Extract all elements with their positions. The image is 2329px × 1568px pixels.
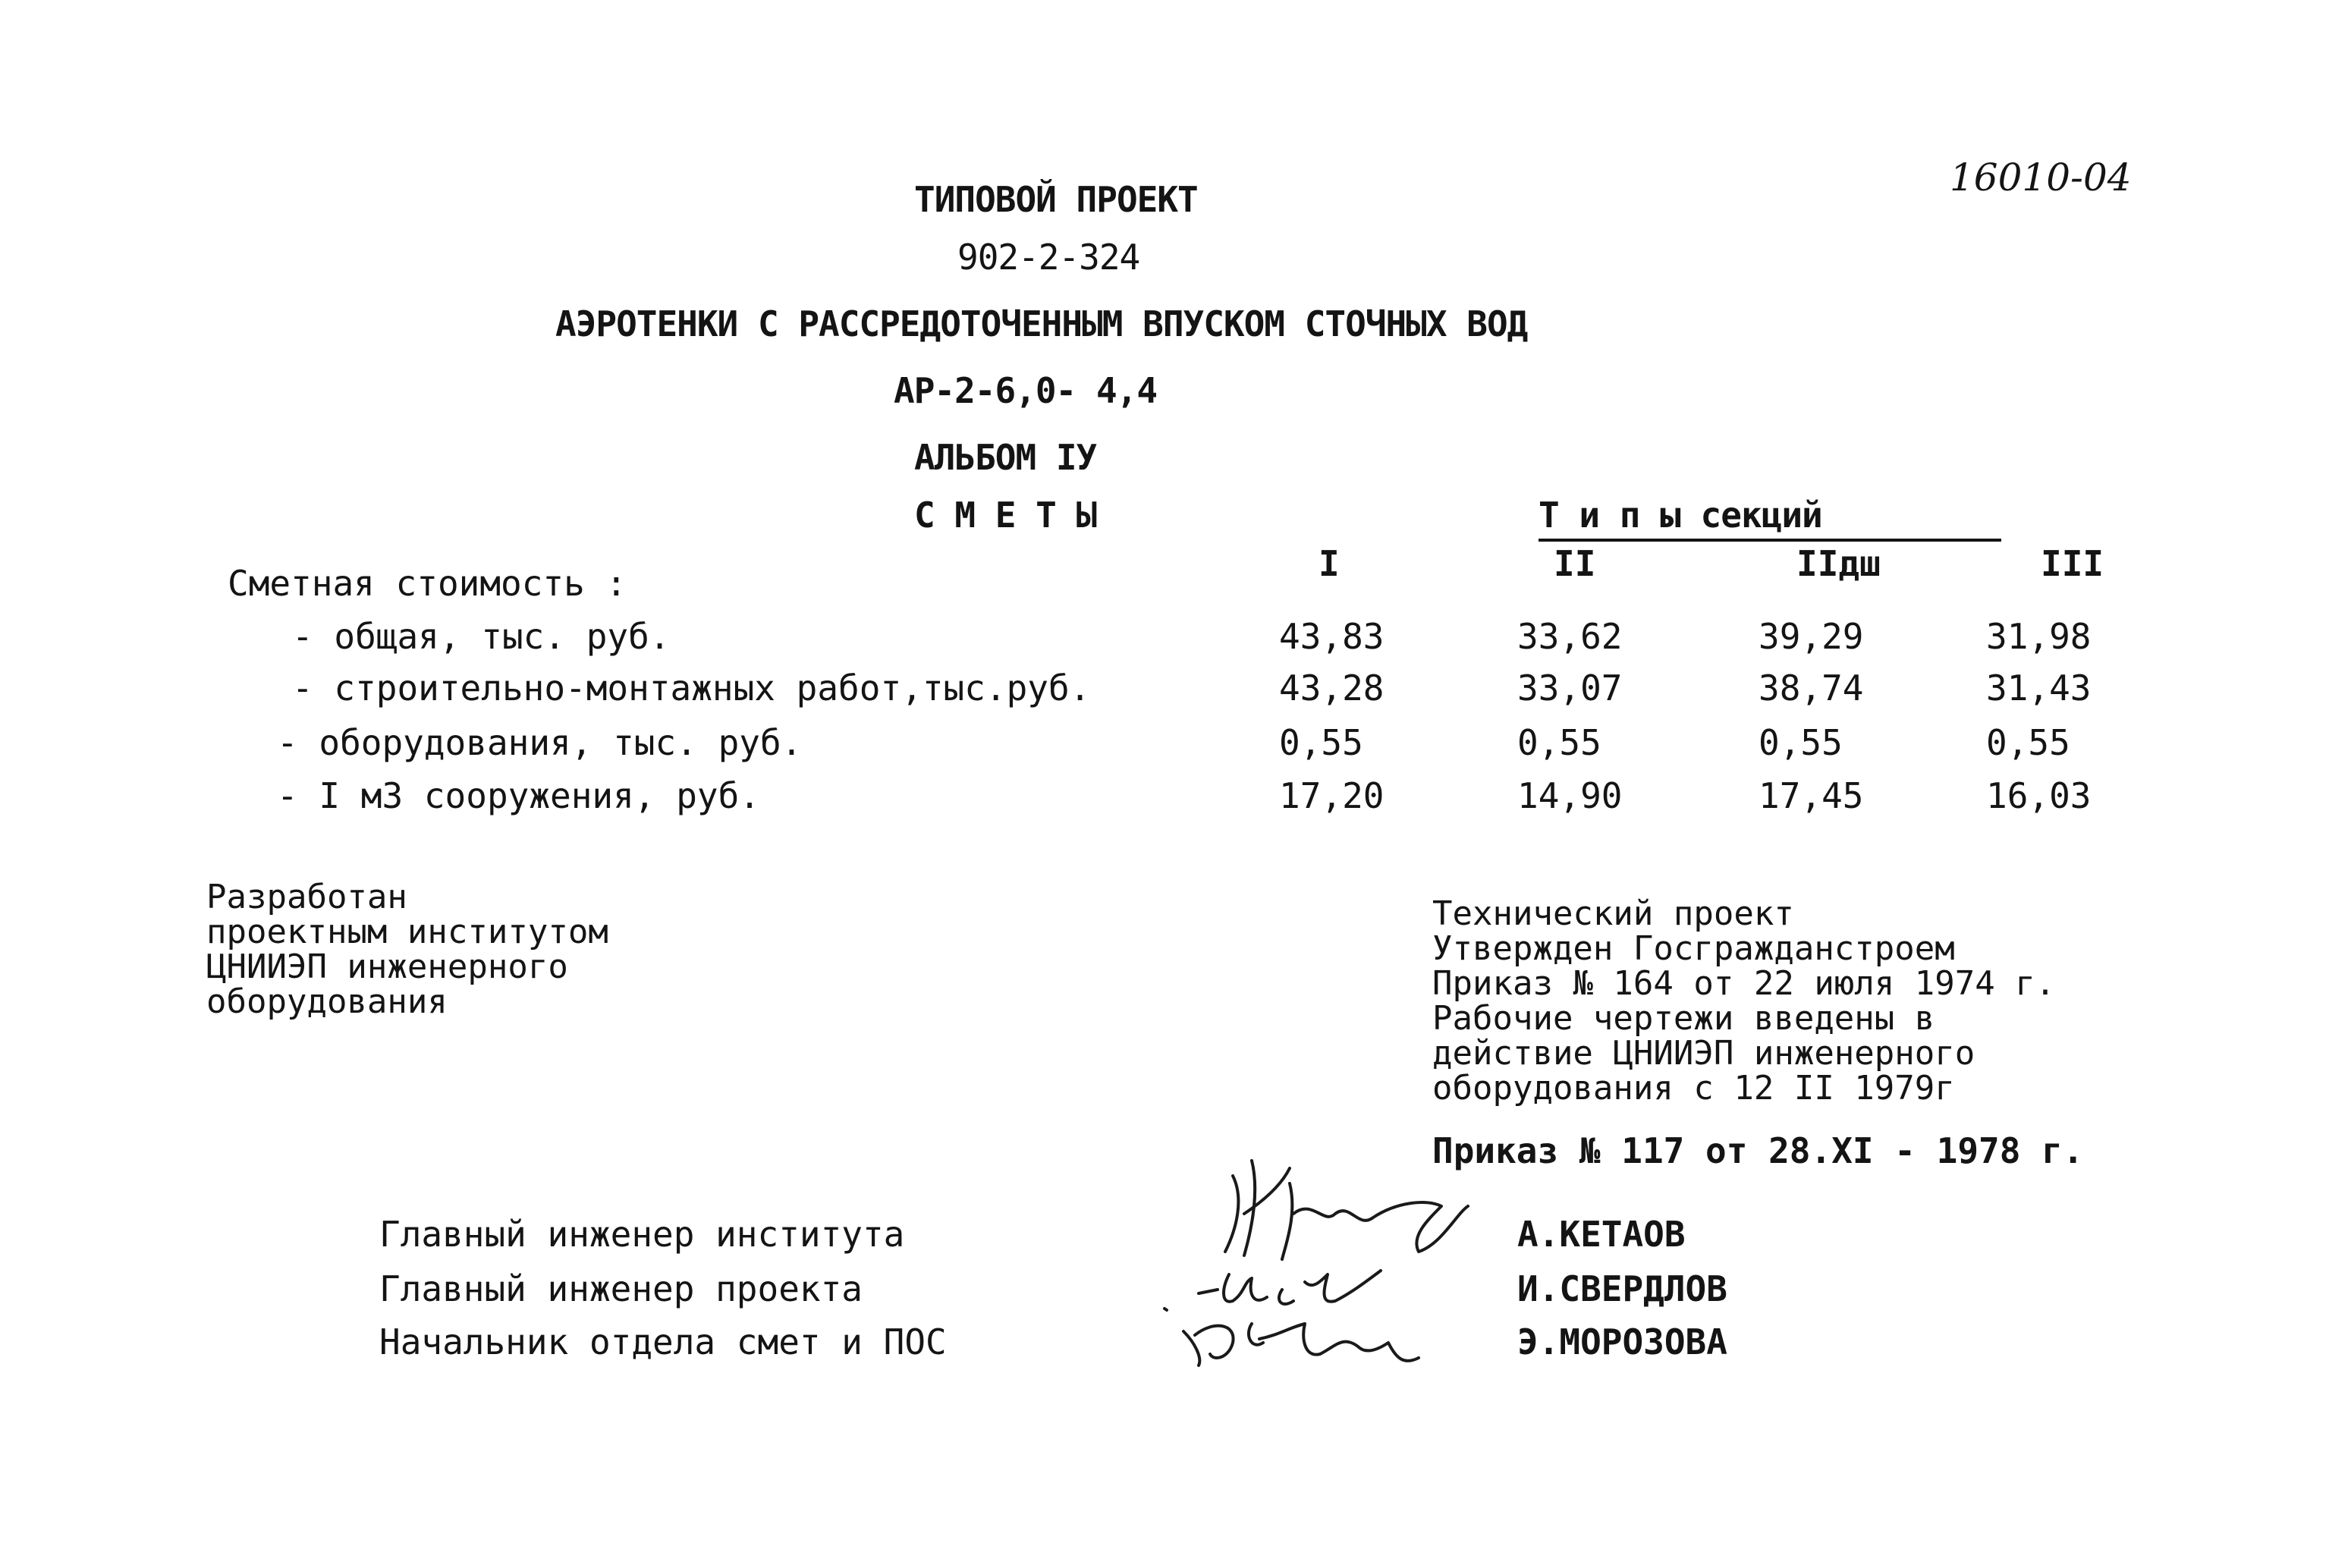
cost-label-header: Сметная стоимость : bbox=[228, 563, 627, 604]
row-label: - общая, тыс. руб. bbox=[292, 616, 671, 657]
cell-value: 39,29 bbox=[1759, 616, 1864, 657]
column-header: IIдш bbox=[1796, 543, 1881, 584]
developed-by-line: ЦНИИЭП инженерного bbox=[206, 947, 568, 986]
project-code: АР-2-6,0- 4,4 bbox=[894, 370, 1158, 411]
cell-value: 16,03 bbox=[1986, 775, 2092, 816]
signature-sverdlov bbox=[1199, 1271, 1381, 1304]
cell-value: 0,55 bbox=[1986, 722, 2070, 763]
approval-line: Технический проект bbox=[1432, 894, 1794, 933]
cell-value: 14,90 bbox=[1517, 775, 1623, 816]
developed-by-line: Разработан bbox=[206, 878, 407, 916]
column-header: III bbox=[2041, 543, 2104, 584]
signatory-name: Э.МОРОЗОВА bbox=[1517, 1321, 1727, 1362]
cell-value: 43,28 bbox=[1279, 668, 1385, 709]
cell-value: 17,45 bbox=[1759, 775, 1864, 816]
approval-line: Приказ № 164 от 22 июля 1974 г. bbox=[1432, 964, 2056, 1003]
cell-value: 31,98 bbox=[1986, 616, 2092, 657]
approval-line: действие ЦНИИЭП инженерного bbox=[1432, 1034, 1975, 1073]
column-header: II bbox=[1554, 543, 1596, 584]
approval-line: оборудования с 12 II 1979г bbox=[1432, 1069, 1955, 1108]
project-name: АЭРОТЕНКИ С РАССРЕДОТОЧЕННЫМ ВПУСКОМ СТОЧНЫХ ВОД bbox=[555, 303, 1528, 344]
signatory-position: Главный инженер проекта bbox=[379, 1268, 863, 1309]
album-title: АЛЬБОМ IУ bbox=[914, 437, 1097, 478]
section-types-header: Т и п ы секций bbox=[1539, 495, 2001, 542]
cell-value: 33,07 bbox=[1517, 668, 1623, 709]
project-number: 902-2-324 bbox=[957, 237, 1140, 278]
approval-line: Утвержден Госгражданстроем bbox=[1432, 929, 1955, 968]
cell-value: 31,43 bbox=[1986, 668, 2092, 709]
title-line1: ТИПОВОЙ ПРОЕКТ bbox=[914, 179, 1198, 220]
developed-by-line: оборудования bbox=[206, 982, 448, 1021]
approval-line: Рабочие чертежи введены в bbox=[1432, 999, 1935, 1038]
cell-value: 33,62 bbox=[1517, 616, 1623, 657]
smety-title: С М Е Т Ы bbox=[914, 495, 1097, 536]
developed-by-line: проектным институтом bbox=[206, 913, 608, 951]
signatory-name: И.СВЕРДЛОВ bbox=[1517, 1268, 1727, 1309]
signature-ketaov bbox=[1225, 1161, 1468, 1259]
cell-value: 0,55 bbox=[1517, 722, 1601, 763]
cell-value: 17,20 bbox=[1279, 775, 1385, 816]
signatory-position: Начальник отдела смет и ПОС bbox=[379, 1321, 947, 1362]
cell-value: 0,55 bbox=[1759, 722, 1843, 763]
cell-value: 0,55 bbox=[1279, 722, 1363, 763]
signatory-name: А.КЕТАОВ bbox=[1517, 1214, 1686, 1255]
order-line: Приказ № 117 от 28.XI - 1978 г. bbox=[1432, 1130, 2084, 1171]
cell-value: 38,74 bbox=[1759, 668, 1864, 709]
row-label: - оборудования, тыс. руб. bbox=[277, 722, 803, 763]
cell-value: 43,83 bbox=[1279, 616, 1385, 657]
signature-morozova bbox=[1183, 1324, 1419, 1365]
signatory-position: Главный инженер института bbox=[379, 1214, 905, 1255]
column-header: I bbox=[1319, 543, 1340, 584]
row-label: - I м3 сооружения, руб. bbox=[277, 775, 760, 816]
row-label: - строительно-монтажных работ,тыс.руб. bbox=[292, 668, 1091, 709]
handwritten-code: 16010-04 bbox=[1950, 156, 2132, 200]
